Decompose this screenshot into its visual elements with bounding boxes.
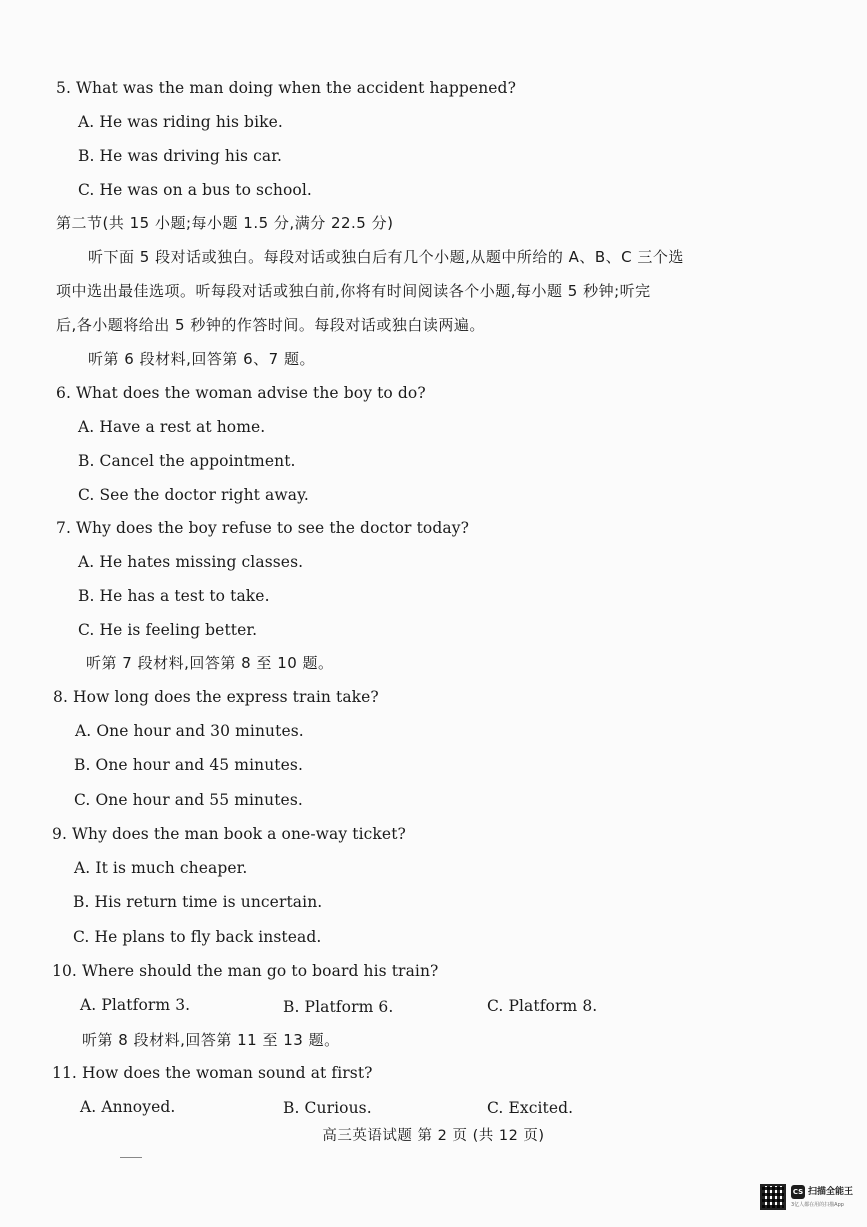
q8-option-b: B. One hour and 45 minutes. <box>74 756 303 774</box>
q6-option-a: A. Have a rest at home. <box>78 418 266 436</box>
q8-option-a: A. One hour and 30 minutes. <box>75 722 304 740</box>
section2-instruction-line2: 项中选出最佳选项。听每段对话或独白前,你将有时间阅读各个小题,每小题 5 秒钟;听完 <box>56 282 651 300</box>
scanner-app-name: 扫描全能王 <box>808 1187 854 1197</box>
q9-option-b: B. His return time is uncertain. <box>73 893 323 911</box>
camscanner-logo-icon: CS <box>791 1185 805 1199</box>
q9-option-c: C. He plans to fly back instead. <box>73 928 322 946</box>
divider <box>120 1157 142 1158</box>
section2-heading: 第二节(共 15 小题;每小题 1.5 分,满分 22.5 分) <box>56 214 394 232</box>
q10-option-c: C. Platform 8. <box>487 997 598 1015</box>
q11-stem: 11. How does the woman sound at first? <box>52 1064 373 1082</box>
q7-option-c: C. He is feeling better. <box>78 621 258 639</box>
scanner-tagline: 3亿人都在用的扫描App <box>791 1202 844 1208</box>
q11-option-b: B. Curious. <box>283 1099 372 1117</box>
q7-stem: 7. Why does the boy refuse to see the doctor today? <box>56 519 469 537</box>
q5-option-a: A. He was riding his bike. <box>78 113 283 131</box>
q10-stem: 10. Where should the man go to board his train? <box>52 962 439 980</box>
material-7-note: 听第 7 段材料,回答第 8 至 10 题。 <box>86 654 334 672</box>
scanner-watermark <box>758 1182 862 1224</box>
q6-option-c: C. See the doctor right away. <box>78 486 309 504</box>
material-6-note: 听第 6 段材料,回答第 6、7 题。 <box>88 350 315 368</box>
q11-option-a: A. Annoyed. <box>80 1098 176 1116</box>
q5-option-b: B. He was driving his car. <box>78 147 283 165</box>
q5-option-c: C. He was on a bus to school. <box>78 181 312 199</box>
q10-option-a: A. Platform 3. <box>80 996 191 1014</box>
q6-option-b: B. Cancel the appointment. <box>78 452 296 470</box>
section2-instruction-line3: 后,各小题将给出 5 秒钟的作答时间。每段对话或独白读两遍。 <box>56 316 485 334</box>
q7-option-a: A. He hates missing classes. <box>78 553 304 571</box>
q5-stem: 5. What was the man doing when the accident happened? <box>56 79 516 97</box>
q6-stem: 6. What does the woman advise the boy to do? <box>56 384 426 402</box>
q10-option-b: B. Platform 6. <box>283 998 394 1016</box>
q9-option-a: A. It is much cheaper. <box>74 859 248 877</box>
q7-option-b: B. He has a test to take. <box>78 587 270 605</box>
qr-code-icon <box>760 1184 786 1210</box>
section2-instruction-line1: 听下面 5 段对话或独白。每段对话或独白后有几个小题,从题中所给的 A、B、C 三个选 <box>88 248 684 266</box>
page-footer: 高三英语试题 第 2 页 (共 12 页) <box>322 1128 545 1144</box>
material-8-note: 听第 8 段材料,回答第 11 至 13 题。 <box>82 1031 340 1049</box>
q8-option-c: C. One hour and 55 minutes. <box>74 791 303 809</box>
q9-stem: 9. Why does the man book a one-way ticket? <box>52 825 406 843</box>
q11-option-c: C. Excited. <box>487 1099 574 1117</box>
q8-stem: 8. How long does the express train take? <box>53 688 379 706</box>
